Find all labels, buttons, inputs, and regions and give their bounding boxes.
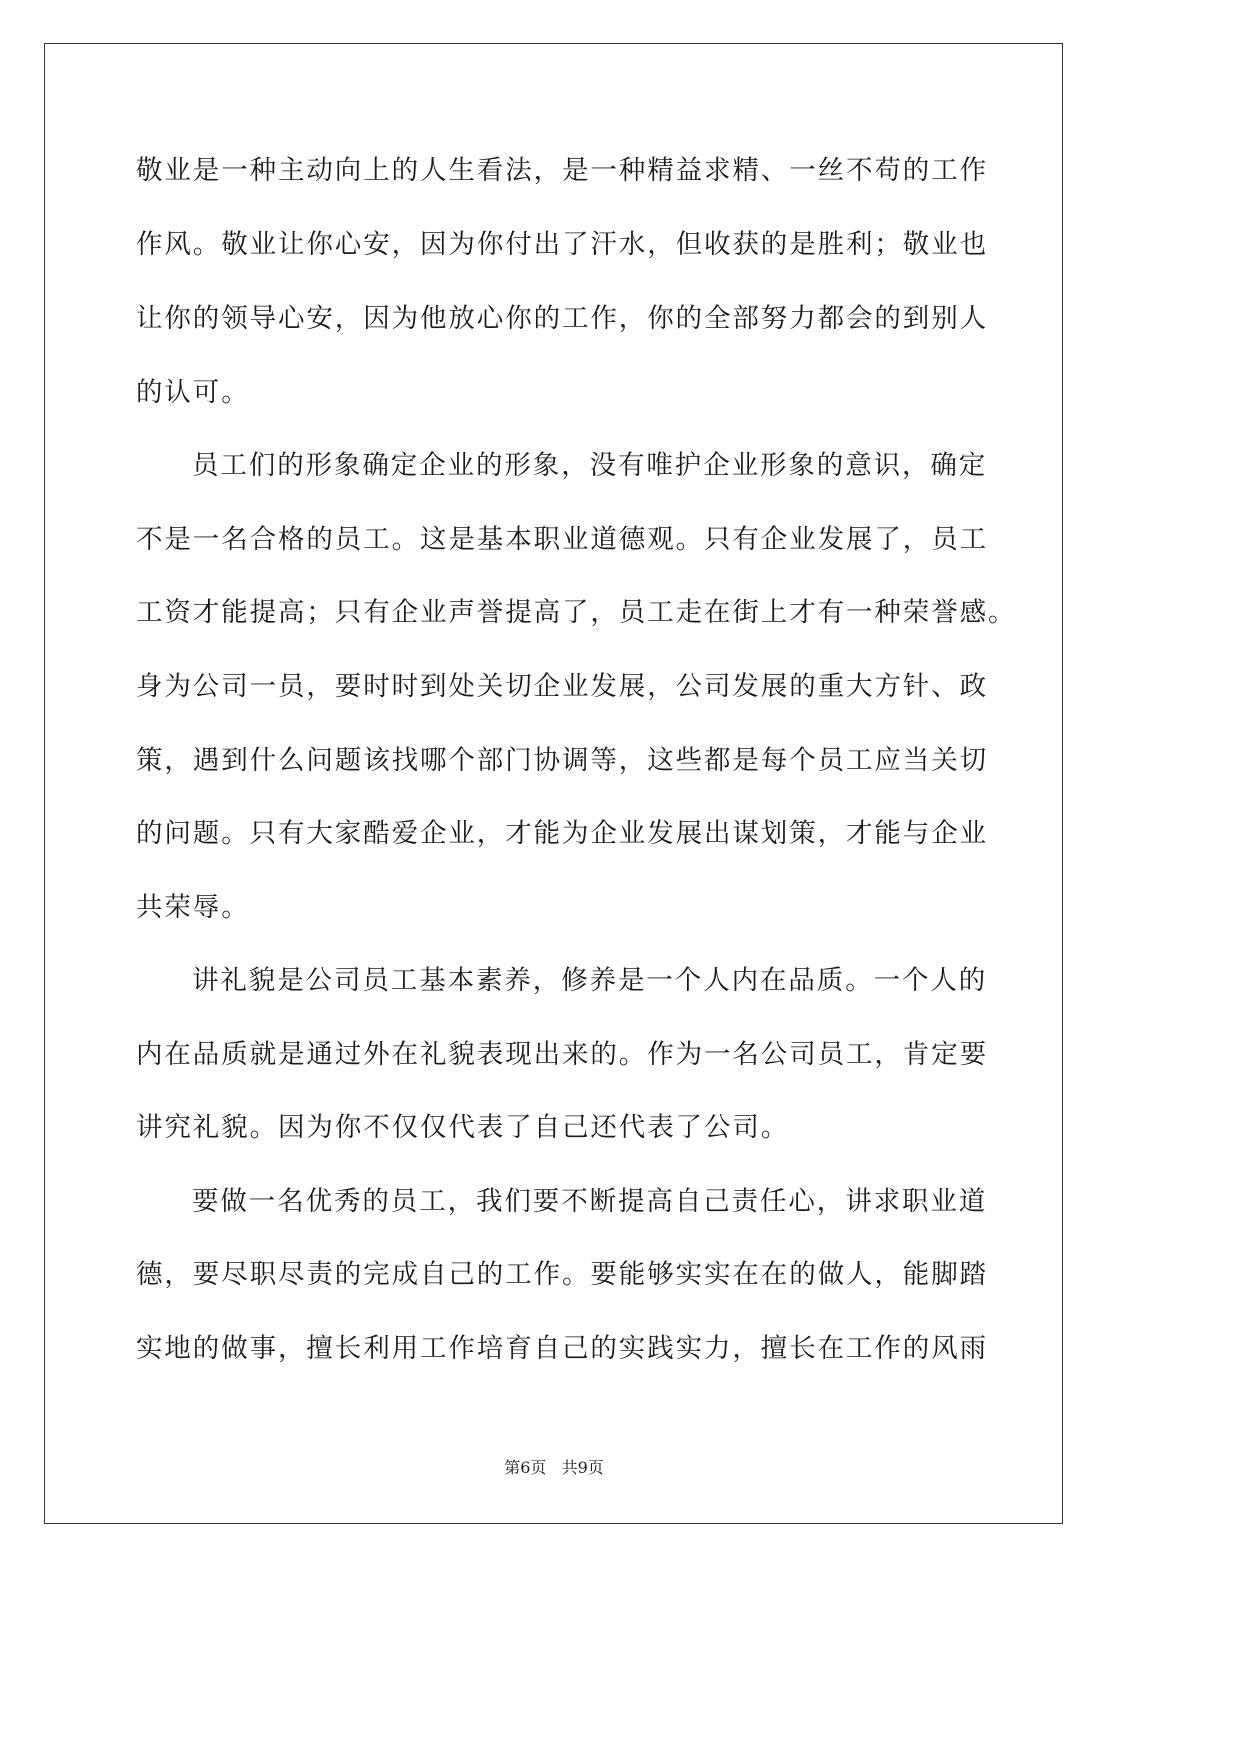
text-line: 讲究礼貌。因为你不仅仅代表了自己还代表了公司。 xyxy=(136,1112,790,1143)
text-line: 身为公司一员，要时时到处关切企业发展，公司发展的重大方针、政 xyxy=(136,671,988,702)
page-footer xyxy=(0,1455,1108,1478)
text-line: 的认可。 xyxy=(136,377,250,408)
text-line: 不是一名合格的员工。这是基本职业道德观。只有企业发展了，员工 xyxy=(136,524,988,555)
text-line: 德，要尽职尽责的完成自己的工作。要能够实实在在的做人，能脚踏 xyxy=(136,1259,988,1290)
text-line: 工资才能提高；只有企业声誉提高了，员工走在街上才有一种荣誉感。 xyxy=(136,597,1017,628)
text-line: 让你的领导心安，因为他放心你的工作，你的全部努力都会的到别人 xyxy=(136,303,988,334)
text-line: 内在品质就是通过外在礼貌表现出来的。作为一名公司员工，肯定要 xyxy=(136,1039,988,1070)
paragraph-first-line: 讲礼貌是公司员工基本素养，修养是一个人内在品质。一个人的 xyxy=(192,965,988,996)
page-number-label: 第6页 共9页 xyxy=(504,1458,604,1477)
text-line: 实地的做事，擅长利用工作培育自己的实践实力，擅长在工作的风雨 xyxy=(136,1333,988,1364)
page-border xyxy=(44,43,1063,1524)
paragraph-first-line: 员工们的形象确定企业的形象，没有唯护企业形象的意识，确定 xyxy=(192,450,988,481)
text-line: 的问题。只有大家酷爱企业，才能为企业发展出谋划策，才能与企业 xyxy=(136,818,988,849)
text-line: 共荣辱。 xyxy=(136,892,250,923)
paragraph-first-line: 要做一名优秀的员工，我们要不断提高自己责任心，讲求职业道 xyxy=(192,1186,988,1217)
text-line: 策，遇到什么问题该找哪个部门协调等，这些都是每个员工应当关切 xyxy=(136,745,988,776)
text-line: 敬业是一种主动向上的人生看法，是一种精益求精、一丝不苟的工作 xyxy=(136,155,988,186)
text-line: 作风。敬业让你心安，因为你付出了汗水，但收获的是胜利；敬业也 xyxy=(136,229,988,260)
